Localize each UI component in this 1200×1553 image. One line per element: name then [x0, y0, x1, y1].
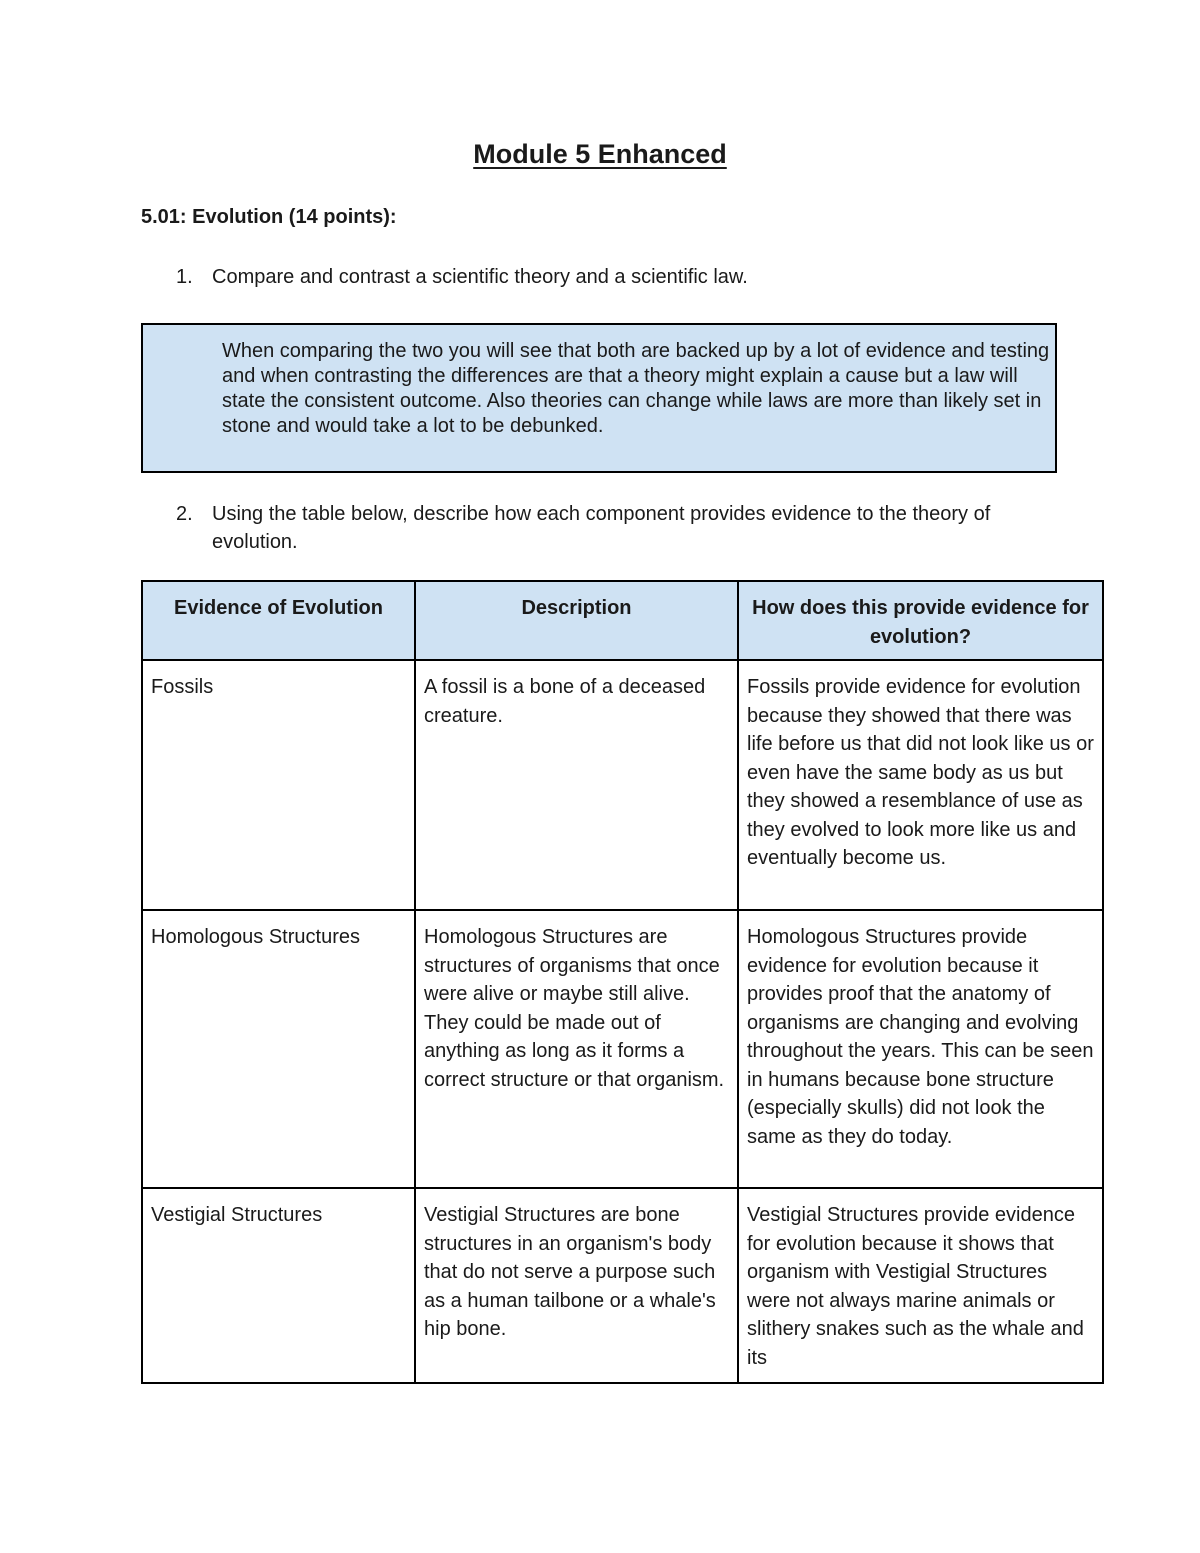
header-how: How does this provide evidence for evolution?	[738, 581, 1103, 660]
evidence-table	[141, 580, 1104, 1384]
cell-description[interactable]: Vestigial Structures are bone structures in an organism's body that do not serve a purpose such as a human tailbone or a whale's hip bone.	[415, 1188, 738, 1383]
table-row	[142, 1188, 1103, 1383]
question-text: Compare and contrast a scientific theory and a scientific law.	[212, 266, 748, 288]
table-row	[142, 660, 1103, 910]
header-evidence: Evidence of Evolution	[142, 581, 415, 660]
question-number: 2.	[176, 503, 193, 525]
cell-evidence[interactable]: Fossils	[142, 660, 415, 910]
header-description: Description	[415, 581, 738, 660]
table-row	[142, 910, 1103, 1188]
cell-description[interactable]: A fossil is a bone of a deceased creature.	[415, 660, 738, 910]
section-heading: 5.01: Evolution (14 points):	[141, 206, 397, 228]
answer-text: When comparing the two you will see that both are backed up by a lot of evidence and testing and when contrasting the differences are that a theory might explain a cause but a law will state the consistent outcome. Also theories can change while laws are more than likely set in stone and would take a lot to be debunked.	[222, 340, 1050, 437]
cell-evidence[interactable]: Vestigial Structures	[142, 1188, 415, 1383]
cell-how[interactable]: Homologous Structures provide evidence for evolution because it provides proof that the anatomy of organisms are changing and evolving throughout the years. This can be seen in humans because bone structure (especially skulls) did not look the same as they do today.	[738, 910, 1103, 1188]
answer-box[interactable]	[141, 323, 1057, 473]
cell-how[interactable]: Vestigial Structures provide evidence for evolution because it shows that organism with Vestigial Structures were not always marine animals or slithery snakes such as the whale and its	[738, 1188, 1103, 1383]
cell-description[interactable]: Homologous Structures are structures of organisms that once were alive or maybe still alive. They could be made out of anything as long as it forms a correct structure or that organism.	[415, 910, 738, 1188]
cell-evidence[interactable]: Homologous Structures	[142, 910, 415, 1188]
question-1	[176, 263, 1072, 291]
question-text: Using the table below, describe how each component provides evidence to the theory of evolution.	[212, 503, 991, 553]
cell-how[interactable]: Fossils provide evidence for evolution because they showed that there was life before us that did not look like us or even have the same body as us but they showed a resemblance of use as they evolved to look more like us and eventually become us.	[738, 660, 1103, 910]
question-2	[176, 500, 1072, 556]
page-title: Module 5 Enhanced	[473, 139, 727, 169]
question-number: 1.	[176, 266, 193, 288]
table-header-row	[142, 581, 1103, 660]
